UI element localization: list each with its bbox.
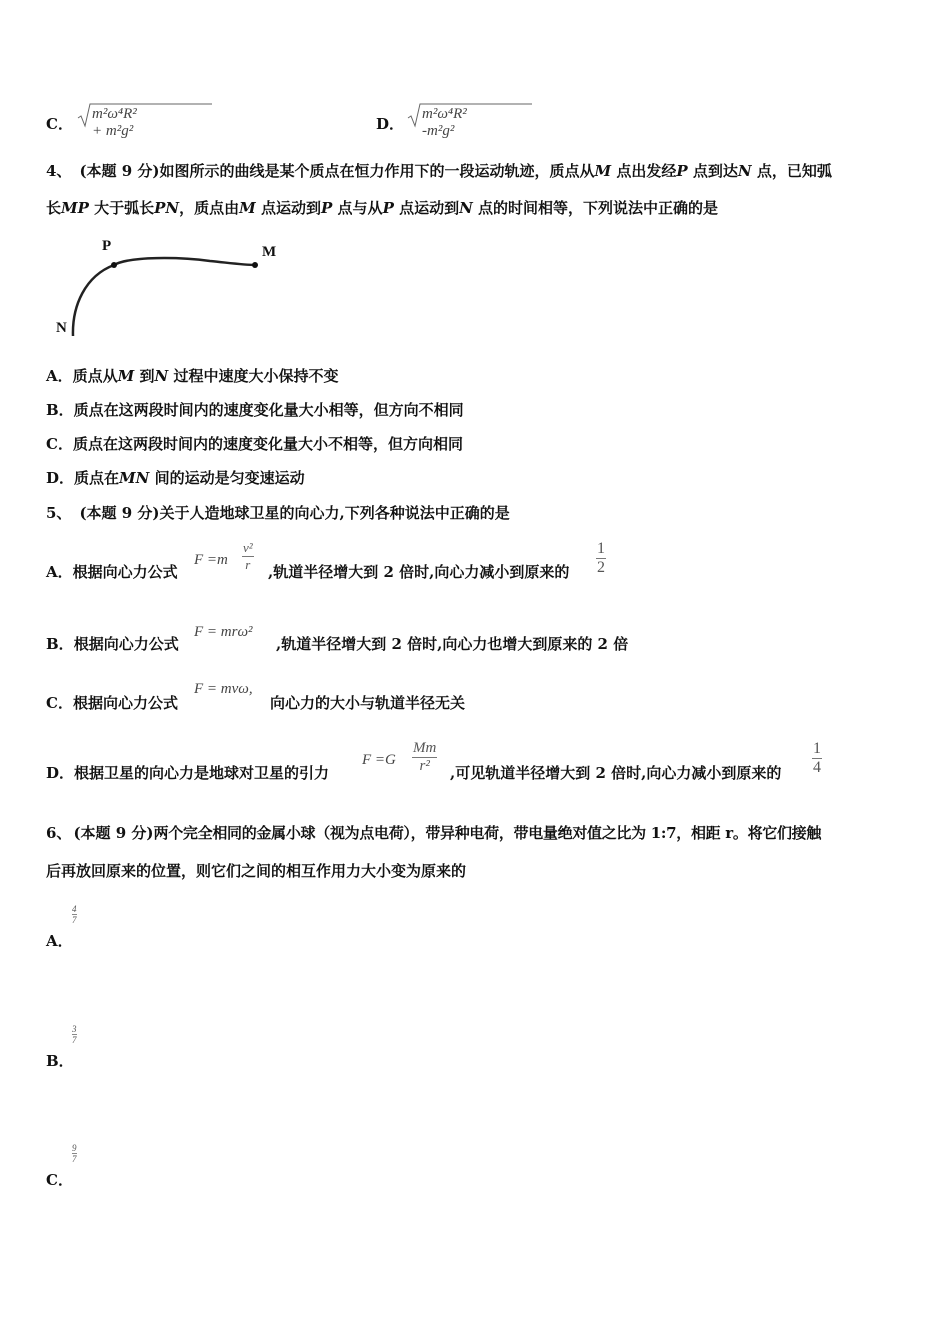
fraction-numerator: 3 [72, 1024, 77, 1034]
q5-option-b[interactable] [46, 634, 179, 654]
fraction-numerator: 4 [72, 904, 77, 914]
q5-option-b-text: 根据向心力公式 [73, 635, 179, 653]
q4-option-d[interactable] [46, 468, 305, 488]
q4-option-a[interactable] [46, 366, 338, 386]
q5-option-c-text: 根据向心力公式 [72, 694, 178, 712]
formula-lhs: F =G [362, 752, 396, 768]
trajectory-curve [73, 258, 255, 336]
q5-option-d-rest [450, 763, 781, 783]
q5-option-b-rest [276, 634, 628, 654]
q5-option-c-formula: F = mvω, [194, 681, 253, 697]
formula-fraction [242, 540, 254, 573]
q4-stem-line2 [46, 198, 718, 218]
q4-stem-text: 长 [46, 199, 62, 217]
q4-stem-text: 点与从 [337, 199, 383, 217]
formula-lhs: F =m [194, 552, 228, 568]
q4-point-m: M [239, 199, 256, 217]
q4-arc-pn: PN [154, 199, 180, 217]
fraction-denominator: r [245, 557, 251, 572]
fraction-numerator: 1 [597, 540, 605, 557]
q6-option-a-label: A． [46, 932, 73, 950]
q6-option-b-fraction [72, 1024, 77, 1045]
q5-option-a-fraction [596, 540, 606, 577]
q6-option-a-fraction [72, 904, 77, 925]
q3-option-c-label: C． [46, 115, 73, 133]
q5-stem-text: 关于人造地球卫星的向心力,下列各种说法中正确的是 [159, 504, 510, 522]
q4-stem-text: 点运动到 [261, 199, 322, 217]
q4-stem-text: 点出发经 [616, 162, 677, 180]
q5-option-b-text: ,轨道半径增大到 2 倍时,向心力也增大到原来的 2 倍 [276, 635, 629, 653]
q5-option-d-label: D． [46, 764, 75, 782]
q4-score: (本题 9 分) [79, 162, 160, 180]
fraction-numerator: v² [243, 540, 253, 555]
q5-option-a-text: 根据向心力公式 [72, 563, 178, 581]
q5-option-b-label: B． [46, 635, 74, 653]
q3-option-d[interactable] [376, 114, 404, 134]
q4-point-p: P [382, 199, 394, 217]
q3-option-d-expr-text: m²ω⁴R² -m²g² [422, 106, 467, 139]
fraction-numerator: 9 [72, 1143, 77, 1153]
q6-stem-line1 [46, 823, 821, 843]
q4-option-d-text: 间的运动是匀变速运动 [154, 469, 305, 487]
q4-option-b[interactable]: B．质点在这两段时间内的速度变化量大小相等，但方向不相同 [46, 401, 464, 419]
figure-label-n: N [56, 320, 67, 336]
q5-option-c[interactable] [46, 693, 178, 713]
q4-point-n: N [154, 367, 169, 385]
q5-option-c-label: C． [46, 694, 73, 712]
point-p-dot [111, 262, 117, 268]
q6-stem-text: 两个完全相同的金属小球（视为点电荷），带异种电荷，带电量绝对值之比为 1:7，相距 r。将它们接触 [153, 824, 822, 842]
q4-stem-line1 [46, 161, 832, 181]
q4-point-m: M [594, 162, 612, 180]
formula-fraction [412, 740, 437, 775]
q6-option-b-label: B． [46, 1052, 74, 1070]
q4-stem-text: 点运动到 [399, 199, 460, 217]
q5-option-a[interactable] [46, 562, 178, 582]
q4-arc-mp: MP [61, 199, 89, 217]
q5-stem [46, 503, 510, 523]
q5-option-a-rest [268, 562, 569, 582]
fraction-denominator: 7 [72, 1154, 77, 1164]
q3-option-c-expr-text: m²ω⁴R² + m²g² [92, 106, 137, 139]
q5-option-d-text: 根据卫星的向心力是地球对卫星的引力 [74, 764, 330, 782]
q4-point-n: N [737, 162, 752, 180]
q4-option-a-label: A． [46, 367, 73, 385]
q4-option-d-text: D．质点在 [46, 469, 120, 487]
q4-stem-text: 点，已知弧 [756, 162, 832, 180]
q4-point-p: P [676, 162, 688, 180]
q4-stem-text: 大于弧长 [94, 199, 155, 217]
q4-point-p: P [321, 199, 333, 217]
figure-label-m: M [262, 244, 277, 260]
q4-point-n: N [459, 199, 473, 217]
fraction-denominator: 2 [597, 559, 605, 576]
q6-stem-text: 后再放回原来的位置，则它们之间的相互作用力大小变为原来的 [46, 862, 467, 880]
q4-segment-mn: MN [119, 469, 150, 487]
q5-option-c-rest [270, 693, 465, 713]
q5-option-d[interactable] [46, 763, 329, 783]
q6-option-c-fraction [72, 1143, 77, 1164]
q5-number: 5、 [46, 504, 72, 522]
fraction-numerator: 1 [813, 740, 821, 757]
q6-option-b[interactable] [46, 1051, 74, 1071]
fraction-denominator: 7 [72, 915, 77, 925]
q5-option-a-label: A． [46, 563, 73, 581]
q6-score: (本题 9 分) [73, 824, 154, 842]
q3-option-d-label: D． [376, 115, 405, 133]
q4-stem-text: 点的时间相等，下列说法中正确的是 [478, 199, 719, 217]
q4-trajectory-figure [50, 236, 290, 346]
q5-option-d-fraction [812, 740, 822, 777]
q4-option-a-text: 到 [139, 367, 155, 385]
q4-number: 4、 [46, 162, 72, 180]
q4-option-a-text: 过程中速度大小保持不变 [173, 367, 339, 385]
q4-stem-text: ，质点由 [179, 199, 240, 217]
q4-stem-text: 点到达 [692, 162, 738, 180]
figure-label-p: P [102, 238, 112, 254]
q5-option-c-text: 向心力的大小与轨道半径无关 [270, 694, 466, 712]
q6-option-a[interactable] [46, 931, 73, 951]
fraction-numerator: Mm [413, 740, 437, 756]
point-m-dot [252, 262, 258, 268]
q5-score: (本题 9 分) [79, 504, 160, 522]
q3-option-c[interactable] [46, 114, 73, 134]
q6-option-c[interactable] [46, 1170, 73, 1190]
q5-option-d-text: ,可见轨道半径增大到 2 倍时,向心力减小到原来的 [450, 764, 782, 782]
fraction-denominator: 7 [72, 1035, 77, 1045]
q4-stem-text: 如图所示的曲线是某个质点在恒力作用下的一段运动轨迹，质点从 [159, 162, 595, 180]
q4-option-c[interactable]: C．质点在这两段时间内的速度变化量大小不相等，但方向相同 [46, 435, 463, 453]
fraction-denominator: 4 [813, 759, 821, 776]
q6-number: 6、 [46, 824, 72, 842]
q6-option-c-label: C． [46, 1171, 73, 1189]
q5-option-b-formula: F = mrω² [194, 624, 253, 640]
q6-stem-line2 [46, 861, 466, 881]
fraction-denominator: r² [419, 758, 430, 774]
q4-option-a-text: 质点从 [72, 367, 118, 385]
q5-option-a-text: ,轨道半径增大到 2 倍时,向心力减小到原来的 [268, 563, 570, 581]
q4-point-m: M [117, 367, 135, 385]
